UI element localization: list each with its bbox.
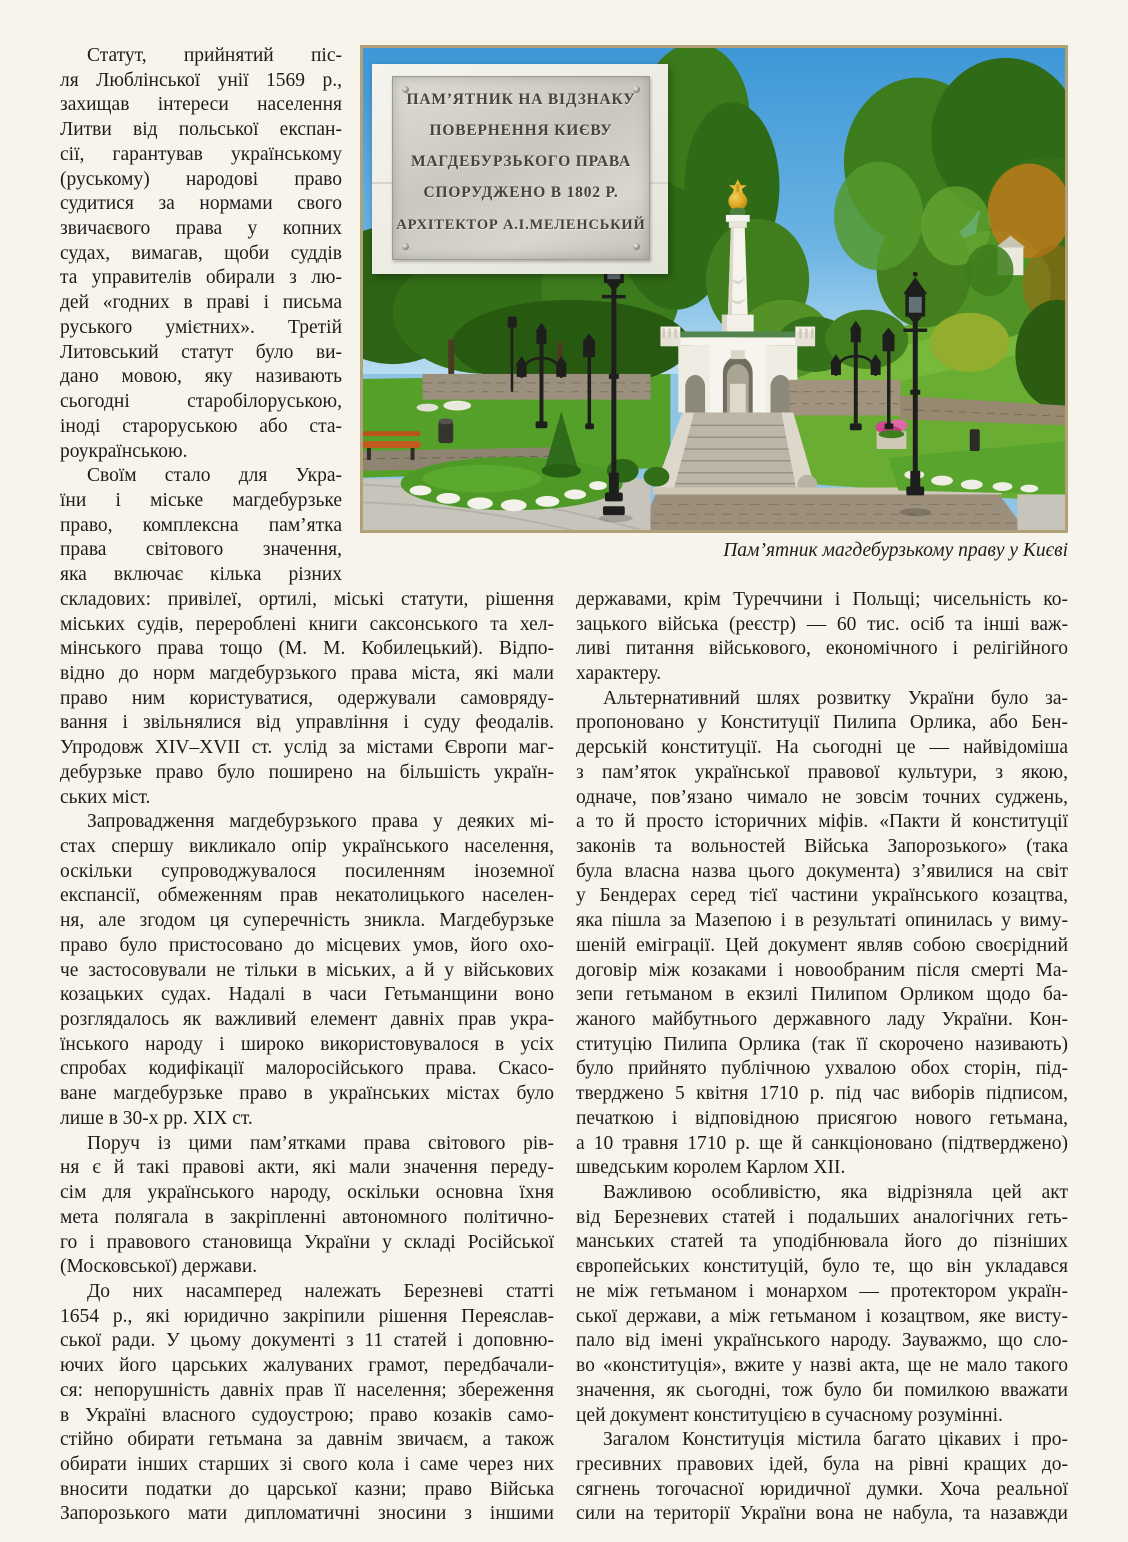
paragraph <box>60 810 554 1131</box>
paragraph <box>576 588 1068 687</box>
text-line: їни і міське магдебурзьке <box>60 489 342 511</box>
paragraph <box>576 1181 1068 1428</box>
text-line: Поруч із цими пам’ятками права світового рів- <box>87 1132 554 1154</box>
plaque-line: ПОВЕРНЕННЯ КИЄВУ <box>429 122 613 139</box>
text-line: Важливою особливістю, яка відрізняла цей акт <box>603 1182 1068 1204</box>
trash-bin <box>438 418 453 443</box>
text-line: розглядалось як важливий елемент давніх прав укра- <box>60 1009 554 1031</box>
text-line: жаного майбутнього державного ладу України. Кон- <box>576 1009 1068 1031</box>
text-line: стійно обирати гетьмана за давнім звичаєм, а також <box>60 1429 554 1451</box>
text-line: цей документ конституцією в сучасному розумінні. <box>576 1404 1003 1426</box>
text-line: сили на території України вона не набула, та назавжди <box>576 1503 1068 1525</box>
text-line: дерській конституції. На сьогодні це — найвідоміша <box>576 737 1068 759</box>
text-line: в Україні власного судоустрою; право козаків само- <box>60 1404 554 1426</box>
text-line: ня, але згодом ця суперечність зникла. Магдебурзьке <box>60 910 554 932</box>
text-line: (руському) народові право <box>60 168 342 190</box>
text-line: вносити податки до царської казни; право Війська <box>60 1478 554 1500</box>
text-line: від Березневих статей і подальших аналогічних геть- <box>576 1206 1068 1228</box>
text-line: дей «годних в праві і письма <box>60 292 342 314</box>
text-line: Литви від польської експан- <box>60 119 342 141</box>
text-line: го і правового становища України у складі Російської <box>60 1231 554 1253</box>
text-line: ля Люблінської унії 1569 р., <box>60 69 342 91</box>
text-line: була власна назва цього документа) з’явилися на світ <box>576 860 1068 882</box>
text-line: право ним користуватися, одержували самовряду- <box>60 687 554 709</box>
text-line: значення, як сьогодні, тож було би помилкою вважати <box>576 1379 1068 1401</box>
text-line: захищав інтереси населення <box>60 94 342 116</box>
paragraph <box>576 1428 1068 1527</box>
text-line: у Бендерах серед тієї частини українського козацтва, <box>576 885 1068 907</box>
text-line: та управителів обирали з лю- <box>60 267 342 289</box>
text-line: державами, крім Туреччини і Польщі; чисельність ко- <box>576 588 1068 610</box>
text-line: відно до норм магдебурзького права міста, які мали <box>60 662 554 684</box>
screw-icon <box>402 243 409 250</box>
text-line: обирати інших старших зі свого кола і саме через них <box>60 1453 554 1475</box>
text-line: було прийнято публічною ухвалою обох сторін, під- <box>576 1058 1068 1080</box>
text-line: вання і звільнялися від управління і суду феодалів. <box>60 712 554 734</box>
text-line: руського умієтних». Третій <box>60 316 342 338</box>
text-line: зепи гетьманом в екзилі Пилипом Орликом щодо ба- <box>576 984 1068 1006</box>
text-line: ської ради. У цьому документі з 11 статей і доповню- <box>60 1330 554 1352</box>
text-line: Упродовж XIV–XVII ст. услід за містами Європи маг- <box>60 737 554 759</box>
text-line: тверджено 5 квітня 1710 р. під час виборів підписом, <box>576 1083 1068 1105</box>
text-line: сії, гарантував українському <box>60 143 342 165</box>
text-line: а 10 травня 1710 р. ще й санкціоновано (підтверджено) <box>576 1132 1068 1154</box>
text-line: гресивних правових ідей, була на рівні кращих до- <box>576 1453 1068 1475</box>
text-line: мета полягала в закріпленні автономного політично- <box>60 1206 554 1228</box>
text-line: європейських конституцій, було те, що він укладався <box>576 1256 1068 1278</box>
text-line: звичаєвого права у копних <box>60 218 342 240</box>
text-line: шеній еміграції. Цей документ являв собою своєрідний <box>576 934 1068 956</box>
text-line: во «конституція», вжите у назві акта, ще не мало такого <box>576 1355 1068 1377</box>
text-line: ливі питання військового, економічного і релігійного <box>576 638 1068 660</box>
photo-caption: Пам’ятник магдебурзькому праву у Києві <box>723 540 1068 561</box>
text-line: характеру. <box>576 662 662 684</box>
text-line: пало від імені українського народу. Зауважмо, що сло- <box>576 1330 1068 1352</box>
text-line: з пам’яток української правової культури, з якою, <box>576 761 1068 783</box>
right-column <box>576 588 1068 1527</box>
text-line: їнського народу і широко використовувалося в усіх <box>60 1033 554 1055</box>
text-line: яка включає кілька різних <box>60 564 342 586</box>
text-line: права світового значення, <box>60 539 342 561</box>
text-line: дано мовою, яку називають <box>60 366 342 388</box>
text-line: право було пристосовано до місцевих умов, його охо- <box>60 934 554 956</box>
text-line: печаткою і відповідною присягою нового гетьмана, <box>576 1107 1068 1129</box>
plaque-inset <box>372 64 668 274</box>
text-line: а то й просто історичних міфів. «Пакти й конституції <box>576 811 1068 833</box>
text-line: експансії, обмеженням прав некатолицького населен- <box>60 885 554 907</box>
text-line: ституцію Пилипа Орлика (так її скорочено називають) <box>576 1033 1068 1055</box>
text-line: стах спершу викликало опір українського населення, <box>60 836 554 857</box>
plaque-line: АРХІТЕКТОР А.І.МЕЛЕНСЬКИЙ <box>396 217 646 233</box>
text-line: 1654 р., які юридично закріпили рішення Переяслав- <box>60 1305 554 1327</box>
text-line: оскільки супроводжувалося посиленням іноземної <box>60 860 554 882</box>
plaque-line: ПАМ’ЯТНИК НА ВІДЗНАКУ <box>406 91 636 108</box>
text-line: дебурзьке право було поширено на більшість україн- <box>60 761 554 783</box>
plaque-line: МАГДЕБУРЗЬКОГО ПРАВА <box>410 153 632 170</box>
text-line: міських судів, перероблені книги саксонського та хел- <box>60 613 554 635</box>
text-line: шведським королем Карлом XII. <box>576 1157 846 1179</box>
text-line: ючих його царських жалуваних грамот, передбачали- <box>60 1355 554 1377</box>
text-line: роукраїнською. <box>60 440 188 462</box>
text-line: яка пішла за Мазепою і в результаті опинилась у виму- <box>576 910 1068 932</box>
text-line: пропоновано у Конституції Пилипа Орлика, або Бен- <box>576 712 1068 734</box>
text-line: ся: непорушність давніх прав її населення; збереження <box>60 1379 554 1401</box>
text-line: Загалом Конституція містила багато цікавих і про- <box>603 1429 1068 1451</box>
text-line: Альтернативний шлях розвитку України було за- <box>603 687 1068 709</box>
text-line: Своїм стало для Укра- <box>87 465 342 487</box>
paragraph <box>576 687 1068 1181</box>
text-line: не між гетьманом і монархом — протектором україн- <box>576 1280 1068 1302</box>
text-line: ської держави, а між гетьманом і козацтвом, яке висту- <box>576 1305 1068 1327</box>
text-line: зацького війська (реєстр) — 60 тис. осіб та інші важ- <box>576 613 1068 635</box>
text-line: право, комплексна пам’ятка <box>60 514 342 536</box>
memorial-plaque <box>392 76 650 260</box>
text-line: манських статей та уподібнювала його до пізніших <box>576 1231 1068 1253</box>
text-line: мінського права тощо (М. М. Кобилецький). Відпо- <box>60 638 554 660</box>
text-line: Статут, прийнятий піс- <box>87 45 342 66</box>
text-line: Запорозького мати дипломатичні зносини з іншими <box>60 1503 554 1525</box>
text-line: сім для українського народу, оскільки основна їхня <box>60 1182 554 1204</box>
text-line: складових: привілеї, ортилі, міські статути, рішення <box>60 588 554 610</box>
text-line: договір між козаками і новообраним після смерті Ма- <box>576 959 1068 981</box>
text-line: ване магдебурзьке право в українських містах було <box>60 1083 554 1105</box>
text-line: лише в 30-х рр. XIX ст. <box>60 1107 253 1129</box>
text-line: че застосовували не тільки в міських, а й у військових <box>60 959 554 981</box>
text-line: Запровадження магдебурзького права у деяких мі- <box>87 811 554 833</box>
text-line: сьогодні старобілоруською, <box>60 391 342 413</box>
text-line: законів та вольностей Війська Запорозького» (така <box>576 835 1068 857</box>
screw-icon <box>633 243 640 250</box>
text-line: ських міст. <box>60 786 151 808</box>
monument-photo <box>360 45 1068 533</box>
text-line: судитися за нормами свого <box>60 193 342 215</box>
text-line: іноді староруською або ста- <box>60 415 342 437</box>
text-line: козацьких судах. Надалі в часи Гетьманщини воно <box>60 984 554 1006</box>
text-line: ня є й такі правові акти, які мали значення переду- <box>60 1157 554 1179</box>
text-line: одначе, пов’язано чимало не зовсім точних суджень, <box>576 786 1068 808</box>
text-line: судах, вимагав, щоби суддів <box>60 242 342 264</box>
plaque-line: СПОРУДЖЕНО В 1802 Р. <box>423 184 619 201</box>
paragraph <box>60 1280 554 1527</box>
text-line: До них насамперед належать Березневі статті <box>87 1280 554 1302</box>
text-line: сягнень тогочасної юридичної думки. Хоча реальної <box>576 1478 1068 1500</box>
text-line: Литовський статут було ви- <box>60 341 342 363</box>
text-line: спробах кодифікації малоросійського права. Скасо- <box>60 1058 554 1080</box>
text-line: (Московської) держави. <box>60 1256 258 1278</box>
paragraph <box>60 1132 554 1280</box>
